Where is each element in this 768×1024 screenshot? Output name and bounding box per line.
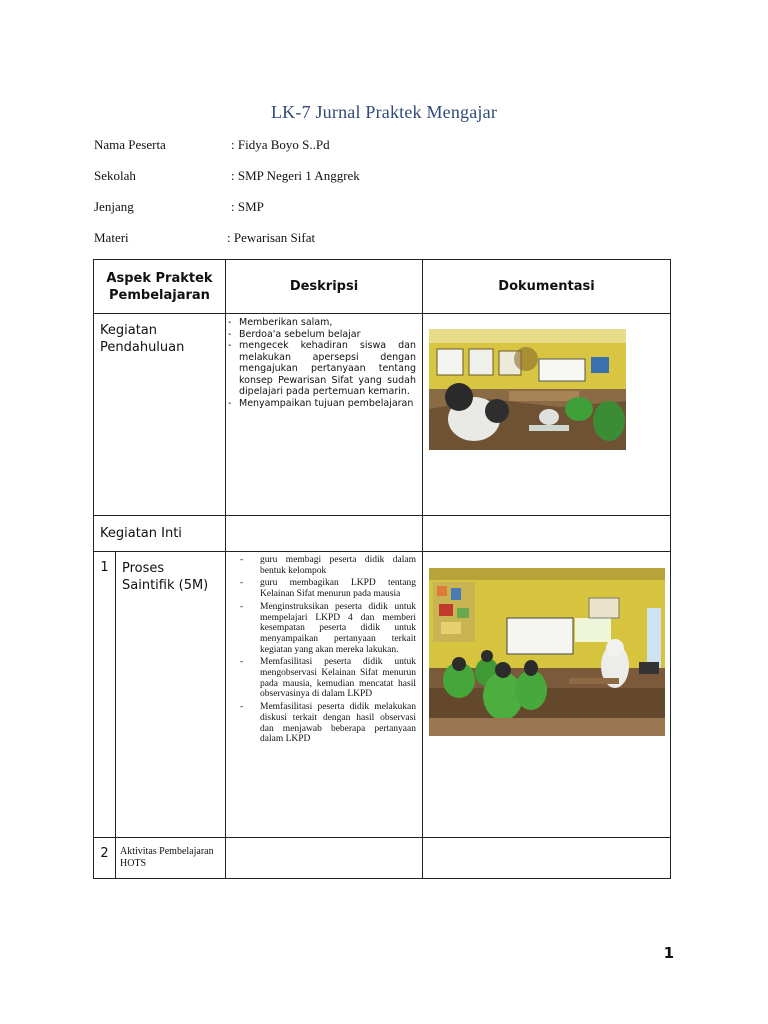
dokumentasi-inti xyxy=(423,516,671,552)
header-aspek: Aspek Praktek Pembelajaran xyxy=(94,260,226,314)
list-item: - Memfasilitasi peserta didik untuk mengobservasi Kelainan Sifat menurun pada mausia, kemudian mencatat hasil observasinya di dalam LKPD xyxy=(240,657,416,700)
row-number: 2 xyxy=(94,838,116,879)
info-label: Materi xyxy=(94,230,129,245)
info-value: : Fidya Boyo S..Pd xyxy=(231,137,330,152)
info-value: : SMP xyxy=(231,199,264,214)
list-item: - mengecek kehadiran siswa dan melakukan apersepsi dengan mengajukan pertanyaan tentang konsep Pewarisan Sifat yang sudah dipelajari pada pertemuan kemarin. xyxy=(228,340,416,398)
info-label: Nama Peserta xyxy=(94,137,166,152)
deskripsi-pendahuluan xyxy=(226,314,423,516)
page-number: 1 xyxy=(663,944,674,962)
list-item: - Menyampaikan tujuan pembelajaran xyxy=(228,398,416,410)
list-item: - guru membagikan LKPD tentang Kelainan Sifat menurun pada mausia xyxy=(240,578,416,599)
list-item: - Berdoa'a sebelum belajar xyxy=(228,329,416,341)
header-dokumentasi: Dokumentasi xyxy=(423,260,671,314)
table-header-row xyxy=(94,260,671,314)
classroom-photo-1 xyxy=(429,329,626,450)
proses-list xyxy=(226,552,422,745)
aspek-pendahuluan: Kegiatan Pendahuluan xyxy=(94,314,226,516)
header-deskripsi: Deskripsi xyxy=(226,260,423,314)
journal-table xyxy=(93,259,671,879)
dokumentasi-pendahuluan xyxy=(423,314,671,516)
aspek-hots: Aktivitas Pembelajaran HOTS xyxy=(116,838,226,879)
info-value: : SMP Negeri 1 Anggrek xyxy=(231,168,360,183)
list-item: - Memberikan salam, xyxy=(228,317,416,329)
list-item: - guru membagi peserta didik dalam bentuk kelompok xyxy=(240,555,416,576)
row-pendahuluan xyxy=(94,314,671,516)
deskripsi-inti xyxy=(226,516,423,552)
pendahuluan-list xyxy=(226,314,422,409)
row-proses xyxy=(94,552,671,838)
aspek-proses: Proses Saintifik (5M) xyxy=(116,552,226,838)
dokumentasi-proses xyxy=(423,552,671,838)
row-hots xyxy=(94,838,671,879)
list-item: - Memfasilitasi peserta didik melakukan diskusi terkait dengan hasil observasi dan menjawab beberapa pertanyaan dalam LKPD xyxy=(240,702,416,745)
deskripsi-hots xyxy=(226,838,423,879)
classroom-photo-2 xyxy=(429,568,665,736)
deskripsi-proses xyxy=(226,552,423,838)
aspek-inti: Kegiatan Inti xyxy=(94,516,226,552)
info-value: : Pewarisan Sifat xyxy=(227,230,316,245)
row-number: 1 xyxy=(94,552,116,838)
list-item: - Menginstruksikan peserta didik untuk mempelajari LKPD 4 dan memberi kesempatan peserta didik untuk menyampaikan pertanyaan terkait kegiatan yang akan mereka lakukan. xyxy=(240,602,416,656)
info-label: Jenjang xyxy=(94,199,134,214)
info-label: Sekolah xyxy=(94,168,136,183)
row-inti xyxy=(94,516,671,552)
dokumentasi-hots xyxy=(423,838,671,879)
page-title: LK-7 Jurnal Praktek Mengajar xyxy=(270,102,498,122)
